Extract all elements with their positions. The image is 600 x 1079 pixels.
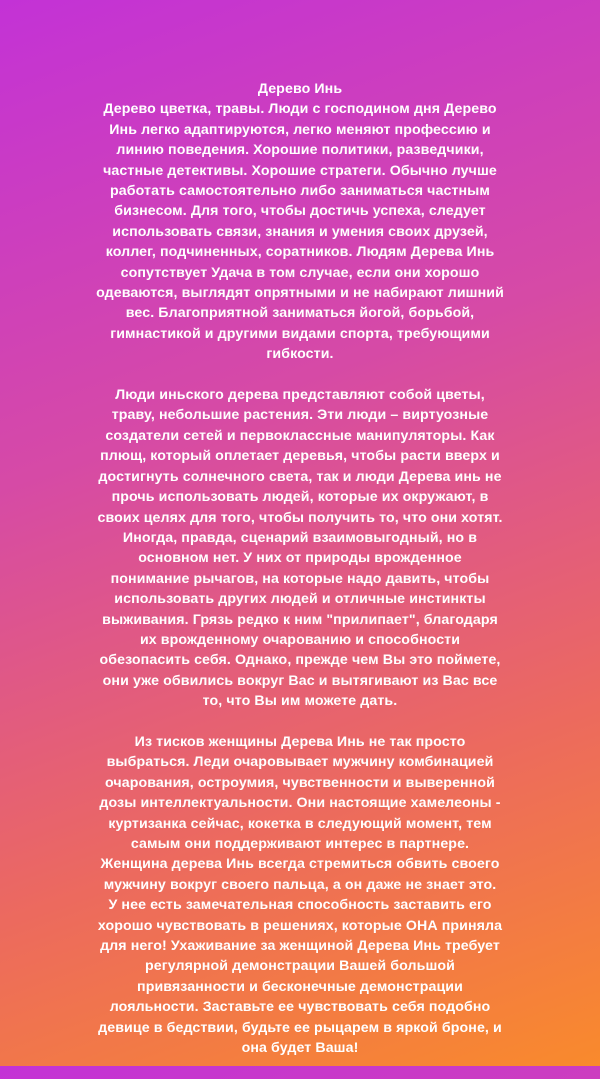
text-line: Инь легко адаптируются, легко меняют профессию и: [109, 121, 491, 138]
text-line: для него! Ухаживание за женщиной Дерева Инь требует: [100, 938, 500, 955]
text-line: создатели сетей и первоклассные манипуляторы. Как: [105, 427, 495, 444]
text-line: сопутствует Удача в том случае, если они хорошо: [120, 264, 480, 281]
text-line: куртизанка сейчас, кокетка в следующий момент, тем: [108, 815, 492, 832]
text-line: своих целях для того, чтобы получить то, что они хотят.: [97, 509, 503, 526]
text-line: У нее есть замечательная способность заставить его: [108, 897, 492, 914]
text-line: работать самостоятельно либо заниматься частным: [110, 183, 490, 200]
text-line: девице в бедствии, будьте ее рыцарем в яркой броне, и: [98, 1019, 502, 1036]
text-line: очарования, остроумия, чувственности и выверенной: [105, 774, 495, 791]
text-line: гимнастикой и другими видами спорта, требующими: [110, 325, 490, 342]
text-line: Из тисков женщины Дерева Инь не так просто: [134, 733, 466, 750]
text-line: прочь использовать людей, которые их окружают, в: [111, 489, 489, 506]
text-line: коллег, подчиненных, соратников. Людям Дерева Инь: [105, 244, 495, 261]
text-line: гибкости.: [266, 346, 334, 363]
text-line: самым они поддерживают интерес в партнере.: [130, 836, 470, 852]
text-line: привязанности и бесконечные демонстрации: [137, 978, 463, 995]
text-line: то, что Вы им можете дать.: [202, 693, 398, 710]
story-text: [50, 79, 550, 1079]
text-line: мужчину вокруг своего пальца, а он даже не знает это.: [103, 876, 497, 893]
text-line: Женщина дерева Инь всегда стремиться обвить своего: [100, 856, 500, 873]
text-line: понимание рычагов, на которые надо давить, чтобы: [110, 570, 490, 587]
text-line: она будет Ваша!: [241, 1040, 359, 1057]
text-line: регулярной демонстрации Вашей большой: [144, 958, 456, 975]
text-line: одеваются, выглядят опрятными и не набирают лишний: [96, 285, 504, 302]
story-paragraph-1: [50, 79, 550, 365]
text-line: Иногда, правда, сценарий взаимовыгодный, но в: [122, 529, 478, 546]
text-line: их врожденному очарованию и способности: [139, 631, 461, 648]
story-paragraph-3: [50, 732, 550, 1059]
text-line: бизнесом. Для того, чтобы достичь успеха, следует: [114, 203, 486, 220]
story-title: Дерево Инь: [257, 81, 343, 97]
text-line: лояльности. Заставьте ее чувствовать себя подобно: [109, 999, 491, 1016]
story-paragraph-2: [50, 385, 550, 712]
text-line: Люди иньского дерева представляют собой цветы,: [115, 387, 485, 404]
text-line: выбраться. Леди очаровывает мужчину комбинацией: [106, 754, 494, 771]
text-line: плющ, который оплетает деревья, чтобы расти вверх и: [100, 448, 500, 465]
text-line: выживания. Грязь редко к ним "прилипает", благодаря: [102, 611, 498, 628]
text-line: вес. Благоприятной заниматься йогой, борьбой,: [125, 305, 475, 322]
text-line: обезопасить себя. Однако, прежде чем Вы это поймете,: [99, 652, 501, 669]
text-line: использовать связи, знания и умения своих друзей,: [112, 223, 488, 240]
text-line: дозы интеллектуальности. Они настоящие хамелеоны -: [99, 795, 501, 812]
text-line: они уже обвились вокруг Вас и вытягивают из Вас все: [102, 672, 498, 689]
text-line: хорошо чувствовать в решениях, которые ОНА приняла: [97, 917, 503, 934]
text-line: частные детективы. Хорошие стратеги. Обычно лучше: [103, 162, 497, 179]
text-line: достигнуть солнечного света, так и люди Дерева инь не: [98, 468, 502, 485]
text-line: использовать других людей и отличные инстинкты: [114, 591, 486, 608]
text-line: Дерево цветка, травы. Люди с господином дня Дерево: [103, 101, 497, 118]
text-line: траву, небольшие растения. Эти люди – виртуозные: [111, 407, 489, 424]
text-line: основном нет. У них от природы врожденное: [138, 550, 462, 567]
text-line: линию поведения. Хорошие политики, разведчики,: [116, 142, 484, 159]
